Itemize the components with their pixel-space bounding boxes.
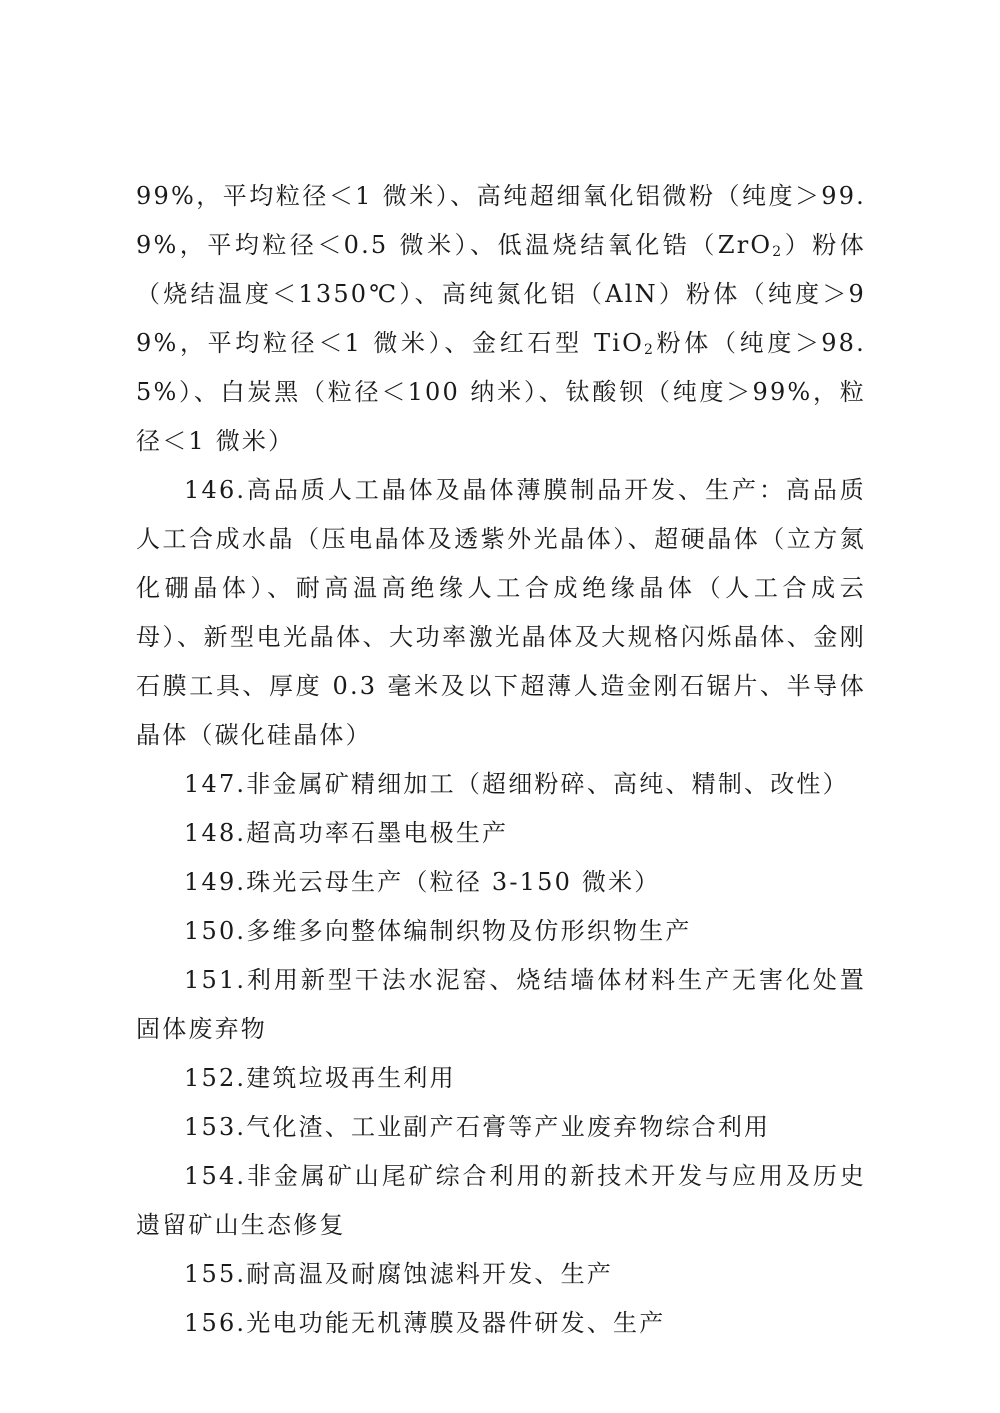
list-item-149: 149.珠光云母生产（粒径 3-150 微米） bbox=[184, 868, 661, 896]
list-item-153: 153.气化渣、工业副产石膏等产业废弃物综合利用 bbox=[184, 1113, 771, 1141]
list-item-155: 155.耐高温及耐腐蚀滤料开发、生产 bbox=[184, 1260, 614, 1288]
subscript: 2 bbox=[772, 244, 784, 260]
document-page bbox=[136, 172, 866, 1348]
list-item-147: 147.非金属矿精细加工（超细粉碎、高纯、精制、改性） bbox=[184, 770, 849, 798]
list-item-156: 156.光电功能无机薄膜及器件研发、生产 bbox=[184, 1309, 666, 1337]
text-run: 99%，平均粒径＜1 微米）、高纯超细氧化铝微粉（纯度＞99.9%，平均粒径＜0.5 微米）、低温烧结氧化锆（ZrO bbox=[136, 182, 866, 259]
subscript: 2 bbox=[644, 342, 656, 358]
list-item-148: 148.超高功率石墨电极生产 bbox=[184, 819, 509, 847]
text-run: ）粉体（烧结温度＜1350℃）、高纯氮化铝（AlN）粉体（纯度＞99%，平均粒径＜1 微米）、金红石型 TiO bbox=[136, 231, 866, 357]
list-item-151: 151.利用新型干法水泥窑、烧结墙体材料生产无害化处置固体废弃物 bbox=[136, 966, 866, 1043]
text-run: 粉体（纯度＞98.5%）、白炭黑（粒径＜100 纳米）、钛酸钡（纯度＞99%，粒径＜1 微米） bbox=[136, 329, 866, 455]
list-item-150: 150.多维多向整体编制织物及仿形织物生产 bbox=[184, 917, 692, 945]
list-item-154: 154.非金属矿山尾矿综合利用的新技术开发与应用及历史遗留矿山生态修复 bbox=[136, 1162, 866, 1239]
list-item-152: 152.建筑垃圾再生利用 bbox=[184, 1064, 456, 1092]
list-item-146: 146.高品质人工晶体及晶体薄膜制品开发、生产：高品质人工合成水晶（压电晶体及透紫外光晶体）、超硬晶体（立方氮化硼晶体）、耐高温高绝缘人工合成绝缘晶体（人工合成云母）、新型电光晶体、大功率激光晶体及大规格闪烁晶体、金刚石膜工具、厚度 0.3 毫米及以下超薄人造金刚石锯片、半导体晶体（碳化硅晶体） bbox=[136, 476, 866, 749]
continuation-paragraph bbox=[136, 172, 866, 466]
